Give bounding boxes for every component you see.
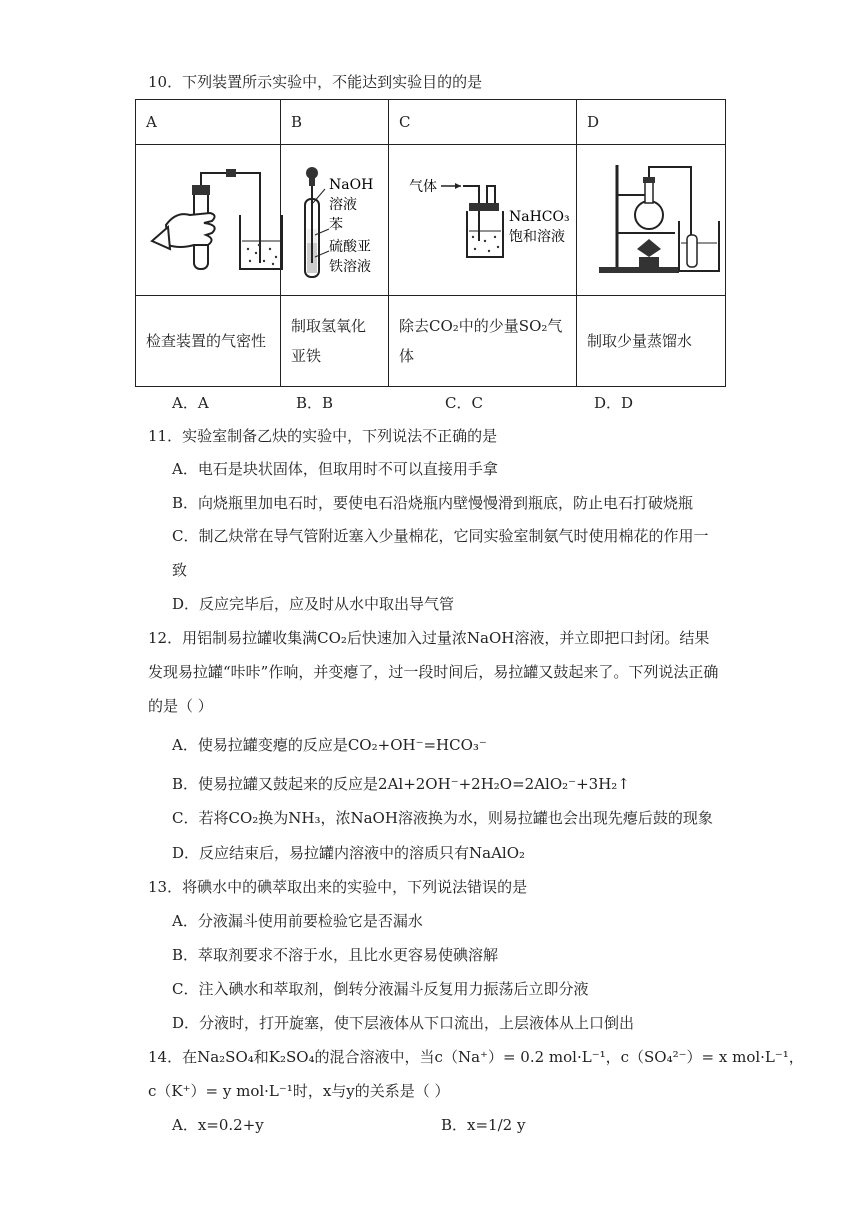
q11-stem: 11．实验室制备乙炔的实验中，下列说法不正确的是 [148,427,498,445]
q11-option-c-cont: 致 [172,561,188,579]
q12-stem-line2: 发现易拉罐“咔咔”作响，并变瘪了，过一段时间后，易拉罐又鼓起来了。下列说法正确 [148,663,719,681]
desc-b-line2: 亚铁 [291,347,322,365]
header-b: B [281,100,389,145]
q10-choice-a[interactable]: A．A [172,394,209,412]
header-a: A [136,100,281,145]
q11-option-c[interactable]: C．制乙炔常在导气管附近塞入少量棉花，它同实验室制氨气时使用棉花的作用一 [172,527,709,545]
airtightness-check-illustration [146,145,286,291]
q12-stem-line1: 12．用铝制易拉罐收集满CO₂后快速加入过量浓NaOH溶液，并立即把口封闭。结果 [148,629,710,647]
q12-option-b[interactable]: B．使易拉罐又鼓起来的反应是2Al+2OH⁻+2H₂O=2AlO₂⁻+3H₂↑ [172,775,630,793]
label-ferrous-sulfate-1: 硫酸亚 [329,239,371,255]
q10-choice-c[interactable]: C．C [445,394,483,412]
apparatus-d-cell [577,145,726,296]
gas-washing-bottle-illustration [399,145,585,291]
q12-option-d[interactable]: D．反应结束后，易拉罐内溶液中的溶质只有NaAlO₂ [172,844,526,862]
q13-stem: 13．将碘水中的碘萃取出来的实验中，下列说法错误的是 [148,878,528,896]
label-benzene: 苯 [329,217,343,233]
label-solution: 溶液 [329,197,357,213]
q13-option-a[interactable]: A．分液漏斗使用前要检验它是否漏水 [172,912,423,930]
desc-b [281,296,389,387]
desc-d: 制取少量蒸馏水 [577,296,726,387]
label-ferrous-sulfate-2: 铁溶液 [329,259,371,275]
desc-a: 检查装置的气密性 [136,296,281,387]
q13-option-b[interactable]: B．萃取剂要求不溶于水，且比水更容易使碘溶解 [172,946,499,964]
header-d: D [577,100,726,145]
desc-c [389,296,577,387]
apparatus-b-cell [281,145,389,296]
q10-stem: 10．下列装置所示实验中，不能达到实验目的的是 [148,73,483,91]
q10-choice-b[interactable]: B．B [296,394,334,412]
label-nahco3: NaHCO₃ [509,209,570,225]
desc-c-line2: 体 [399,347,415,365]
q11-option-a[interactable]: A．电石是块状固体，但取用时不可以直接用手拿 [172,460,498,478]
q12-option-a[interactable]: A．使易拉罐变瘪的反应是CO₂+OH⁻=HCO₃⁻ [172,736,487,754]
q13-option-c[interactable]: C．注入碘水和萃取剂，倒转分液漏斗反复用力振荡后立即分液 [172,980,589,998]
q12-stem-line3: 的是（ ） [148,697,213,715]
label-gas: 气体 [409,179,437,195]
q11-option-d[interactable]: D．反应完毕后，应及时从水中取出导气管 [172,595,455,613]
q14-stem-line1: 14．在Na₂SO₄和K₂SO₄的混合溶液中，当c（Na⁺）= 0.2 mol·L⁻¹，c（SO₄²⁻）= x mol·L⁻¹， [148,1048,804,1066]
q10-table [135,99,726,387]
apparatus-c-cell [389,145,577,296]
q12-option-c[interactable]: C．若将CO₂换为NH₃，浓NaOH溶液换为水，则易拉罐也会出现先瘪后鼓的现象 [172,809,713,827]
q10-choice-d[interactable]: D．D [594,394,634,412]
label-saturated-solution: 饱和溶液 [509,229,565,245]
desc-b-line1: 制取氢氧化 [291,317,367,335]
q14-option-b[interactable]: B．x=1/2 y [441,1116,526,1134]
distillation-illustration [587,145,734,291]
label-naoh: NaOH [329,177,374,193]
desc-c-line1: 除去CO₂中的少量SO₂气 [399,317,563,335]
apparatus-a-cell [136,145,281,296]
ferrous-hydroxide-illustration [291,145,397,291]
q11-option-b[interactable]: B．向烧瓶里加电石时，要使电石沿烧瓶内壁慢慢滑到瓶底，防止电石打破烧瓶 [172,494,694,512]
q14-stem-line2: c（K⁺）= y mol·L⁻¹时，x与y的关系是（ ） [148,1082,450,1100]
q13-option-d[interactable]: D．分液时，打开旋塞，使下层液体从下口流出，上层液体从上口倒出 [172,1014,635,1032]
q14-option-a[interactable]: A．x=0.2+y [172,1116,264,1134]
header-c: C [389,100,577,145]
